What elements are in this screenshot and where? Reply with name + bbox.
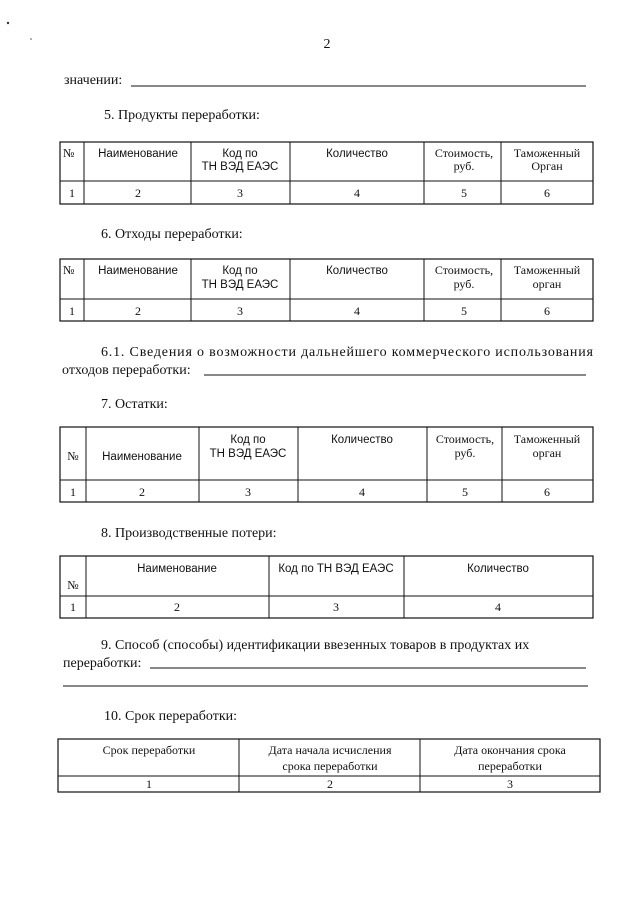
s6-row-cell-1: 1 xyxy=(69,304,75,318)
s5-col-code-1: Код по xyxy=(222,148,258,160)
section-10-title: 10. Срок переработки: xyxy=(104,709,238,724)
s5-row-cell-1: 1 xyxy=(69,186,75,200)
s5-col-cost-2: руб. xyxy=(453,159,475,173)
s7-col-cost-1: Стоимость, xyxy=(435,432,495,446)
s8-col-no: № xyxy=(67,578,79,592)
s5-col-customs-1: Таможенный xyxy=(513,146,581,160)
s7-col-qty: Количество xyxy=(331,434,393,446)
s6-col-customs-2: орган xyxy=(532,277,562,291)
scan-speck xyxy=(30,38,32,40)
s5-col-customs-2: Орган xyxy=(531,159,563,173)
s6-col-qty: Количество xyxy=(326,265,388,277)
section-9-line-2: переработки: xyxy=(63,656,142,671)
section-6-1-line-1: 6.1. Сведения о возможности дальнейшего коммерческого использования xyxy=(101,345,593,360)
section-6-title: 6. Отходы переработки: xyxy=(101,227,243,242)
page-number: 2 xyxy=(323,37,331,52)
s7-col-customs-2: орган xyxy=(532,446,562,460)
s7-col-cost-2: руб. xyxy=(454,446,476,460)
s7-col-code-1: Код по xyxy=(230,434,266,446)
section-9-line-1: 9. Способ (способы) идентификации ввезенных товаров в продуктах их xyxy=(101,638,530,653)
values-label: значении: xyxy=(64,73,123,88)
s7-row-cell-1: 1 xyxy=(70,485,76,499)
s8-row-cell-3: 3 xyxy=(333,600,339,614)
scan-speck xyxy=(7,22,9,24)
s6-col-customs-1: Таможенный xyxy=(513,263,581,277)
s7-row-cell-2: 2 xyxy=(139,485,145,499)
s5-row-cell-5: 5 xyxy=(461,186,467,200)
s5-col-name: Наименование xyxy=(98,148,178,160)
s8-col-code: Код по ТН ВЭД ЕАЭС xyxy=(278,563,394,575)
s7-row-cell-6: 6 xyxy=(544,485,550,499)
s10-row-cell-1: 1 xyxy=(146,777,152,791)
s8-row-cell-2: 2 xyxy=(174,600,180,614)
s6-row-cell-6: 6 xyxy=(544,304,550,318)
s8-col-name: Наименование xyxy=(137,563,217,575)
s5-row-cell-3: 3 xyxy=(237,186,243,200)
s10-row-cell-3: 3 xyxy=(507,777,513,791)
s10-col-period: Срок переработки xyxy=(102,743,196,757)
s6-col-cost-2: руб. xyxy=(453,277,475,291)
s7-col-name: Наименование xyxy=(102,451,182,463)
section-5-title: 5. Продукты переработки: xyxy=(104,108,260,123)
s10-col-start-2: срока переработки xyxy=(282,759,378,773)
s10-col-end-1: Дата окончания срока xyxy=(454,743,566,757)
s5-col-cost-1: Стоимость, xyxy=(434,146,494,160)
section-7-title: 7. Остатки: xyxy=(101,397,168,412)
section-6-1-line-2: отходов переработки: xyxy=(62,363,191,378)
s7-row-cell-4: 4 xyxy=(359,485,365,499)
s5-row-cell-6: 6 xyxy=(544,186,550,200)
section-8-title: 8. Производственные потери: xyxy=(101,526,277,541)
s7-row-cell-3: 3 xyxy=(245,485,251,499)
s6-row-cell-2: 2 xyxy=(135,304,141,318)
s6-row-cell-4: 4 xyxy=(354,304,360,318)
s5-col-code-2: ТН ВЭД ЕАЭС xyxy=(201,161,279,173)
s6-col-code-2: ТН ВЭД ЕАЭС xyxy=(201,279,279,291)
s7-col-no: № xyxy=(67,449,79,463)
s6-row-cell-5: 5 xyxy=(461,304,467,318)
s8-row-cell-1: 1 xyxy=(70,600,76,614)
s7-col-code-2: ТН ВЭД ЕАЭС xyxy=(209,448,287,460)
s5-row-cell-2: 2 xyxy=(135,186,141,200)
s7-row-cell-5: 5 xyxy=(462,485,468,499)
s5-col-no: № xyxy=(63,146,75,160)
s10-col-start-1: Дата начала исчисления xyxy=(268,743,392,757)
s5-row-cell-4: 4 xyxy=(354,186,360,200)
s5-col-qty: Количество xyxy=(326,148,388,160)
s8-col-qty: Количество xyxy=(467,563,529,575)
s8-row-cell-4: 4 xyxy=(495,600,501,614)
s6-row-cell-3: 3 xyxy=(237,304,243,318)
s7-col-customs-1: Таможенный xyxy=(513,432,581,446)
s6-col-cost-1: Стоимость, xyxy=(434,263,494,277)
s10-col-end-2: переработки xyxy=(478,759,542,773)
s6-col-name: Наименование xyxy=(98,265,178,277)
s6-col-code-1: Код по xyxy=(222,265,258,277)
s10-row-cell-2: 2 xyxy=(327,777,333,791)
s6-col-no: № xyxy=(63,263,75,277)
